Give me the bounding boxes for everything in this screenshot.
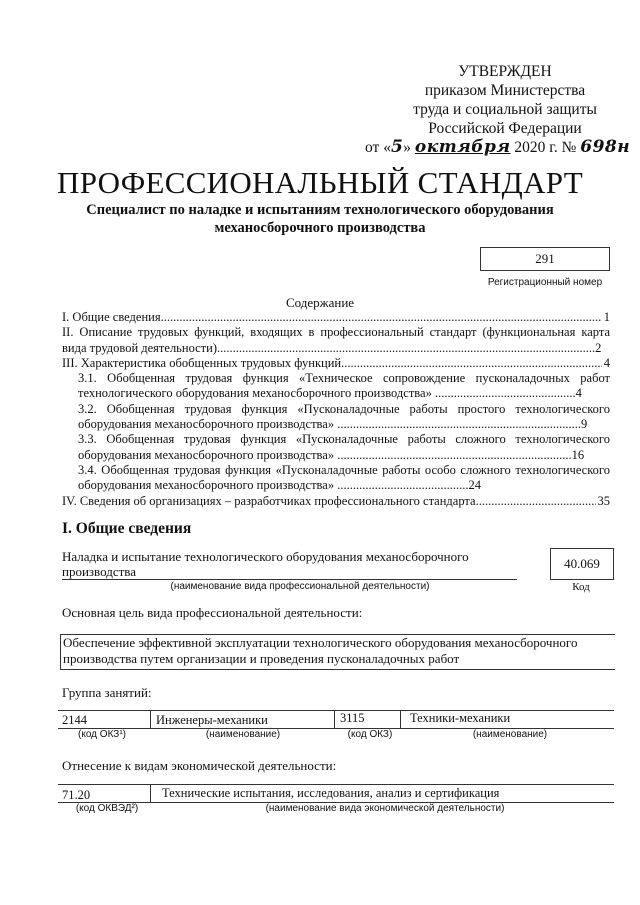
section-1-heading: I. Общие сведения xyxy=(62,520,192,537)
date-day-handwritten: 5 xyxy=(390,137,404,157)
toc-entry-ii[interactable]: II. Описание трудовых функций, входящих в профессиональный стандарт (функциональная карта вида трудовой деятельности).........................................................................................................................2 xyxy=(62,325,610,355)
toc-entry-text: 3.3. Обобщенная трудовая функция «Пусконаладочные работы сложного технологического оборудования механосборочного производства» xyxy=(78,432,610,462)
econ-label: Отнесение к видам экономической деятельности: xyxy=(62,758,337,773)
toc-entry-text: 3.2. Обобщенная трудовая функция «Пусконаладочные работы простого технологического оборудования механосборочного производства» xyxy=(78,401,610,432)
date-prefix: от « xyxy=(365,139,391,156)
toc-entry-text: I. Общие сведения xyxy=(62,310,161,324)
toc-entry-i[interactable] xyxy=(62,310,610,325)
okved-code-caption: (код ОКВЭД²) xyxy=(75,803,139,814)
group-name-2-caption: (наименование) xyxy=(472,729,548,740)
approval-date-line xyxy=(365,137,631,157)
activity-name-caption: (наименование вида профессиональной деятельности) xyxy=(170,581,430,592)
document-subtitle xyxy=(60,201,580,237)
economic-activity-table xyxy=(58,784,614,803)
approval-line-3: Российской Федерации xyxy=(428,120,582,137)
toc-entry-page: 1 xyxy=(603,310,610,324)
subtitle-line-2: механосборочного производства xyxy=(214,220,426,236)
group-label: Группа занятий: xyxy=(62,685,152,700)
okved-name-caption: (наименование вида экономической деятельности) xyxy=(265,803,505,814)
group-name-2: Техники-механики xyxy=(410,711,511,725)
toc-heading: Содержание xyxy=(285,295,355,310)
activity-code-box: 40.069 xyxy=(550,548,614,580)
group-code-2-caption: (код ОКЗ) xyxy=(347,729,393,740)
toc-entry-page: 4 xyxy=(603,355,610,370)
toc-entry-page: 2 xyxy=(595,340,602,355)
group-code-1: 2144 xyxy=(62,713,87,727)
toc-entry-3-3[interactable]: 3.3. Обобщенная трудовая функция «Пусконаладочные работы сложного технологического оборудования механосборочного производства» ...........................................................................16 xyxy=(78,432,610,462)
toc-entry-text: 3.1. Обобщенная трудовая функция «Техническое сопровождение пусконаладочных работ технологического оборудования механосборочного производства» xyxy=(78,371,610,401)
occupation-group-table xyxy=(58,710,614,729)
group-name-1: Инженеры-механики xyxy=(156,713,268,727)
approval-line-2: труда и социальной защиты xyxy=(413,101,597,118)
approval-block xyxy=(365,62,631,157)
registration-number-box: 291 xyxy=(480,247,610,271)
toc-entry-page: 4 xyxy=(575,386,582,401)
group-code-1-caption: (код ОКЗ¹) xyxy=(78,729,126,740)
toc-entry-3-1[interactable]: 3.1. Обобщенная трудовая функция «Техническое сопровождение пусконаладочных работ технологического оборудования механосборочного производства» .............................................4 xyxy=(78,371,610,401)
toc-entry-page: 9 xyxy=(580,417,588,432)
toc-entry-page: 24 xyxy=(468,478,481,493)
date-month-handwritten: октября xyxy=(414,137,511,157)
toc-entry-text: IV. Сведения об организациях – разработчиках профессионального стандарта xyxy=(62,493,476,508)
toc-entry-3-2[interactable]: 3.2. Обобщенная трудовая функция «Пусконаладочные работы простого технологического оборудования механосборочного производства» ..............................................................................9 xyxy=(78,401,610,432)
subtitle-line-1: Специалист по наладке и испытаниям технологического оборудования xyxy=(86,202,554,218)
toc-entry-text: 3.4. Обобщенная трудовая функция «Пусконаладочные работы особо сложного технологического оборудования механосборочного производства» xyxy=(78,462,610,493)
goal-label: Основная цель вида профессиональной деятельности: xyxy=(62,605,363,620)
group-code-2: 3115 xyxy=(340,711,365,725)
activity-code-caption: Код xyxy=(572,581,590,593)
goal-box: Обеспечение эффективной эксплуатации технологического оборудования механосборочного производства путем организации и проведения пусконаладочных работ xyxy=(60,634,615,670)
date-mid: » xyxy=(403,139,412,156)
toc-entry-page: 16 xyxy=(571,447,585,462)
document-title: ПРОФЕССИОНАЛЬНЫЙ СТАНДАРТ xyxy=(57,165,583,200)
toc-entry-page: 35 xyxy=(597,493,610,508)
activity-name-field: Наладка и испытание технологического оборудования механосборочного производства xyxy=(62,549,517,580)
approval-status: УТВЕРЖДЕН xyxy=(458,63,552,80)
table-of-contents xyxy=(62,310,610,509)
date-year: 2020 г. № xyxy=(514,139,577,156)
group-name-1-caption: (наименование) xyxy=(205,729,281,740)
okved-name: Технические испытания, исследования, анализ и сертификация xyxy=(162,786,500,800)
toc-entry-iii[interactable] xyxy=(62,356,610,371)
toc-entry-3-4[interactable]: 3.4. Обобщенная трудовая функция «Пусконаладочные работы особо сложного технологического оборудования механосборочного производства» ..........................................24 xyxy=(78,462,610,493)
okved-code: 71.20 xyxy=(62,788,91,802)
registration-label: Регистрационный номер xyxy=(487,277,603,288)
order-number-handwritten: 698н xyxy=(580,137,631,157)
approval-line-1: приказом Министерства xyxy=(424,82,586,99)
toc-entry-iv[interactable] xyxy=(62,494,610,509)
toc-entry-text: II. Описание трудовых функций, входящих в профессиональный стандарт (функциональная карта вида трудовой деятельности) xyxy=(62,325,610,355)
toc-entry-text: III. Характеристика обобщенных трудовых функций xyxy=(62,355,342,370)
